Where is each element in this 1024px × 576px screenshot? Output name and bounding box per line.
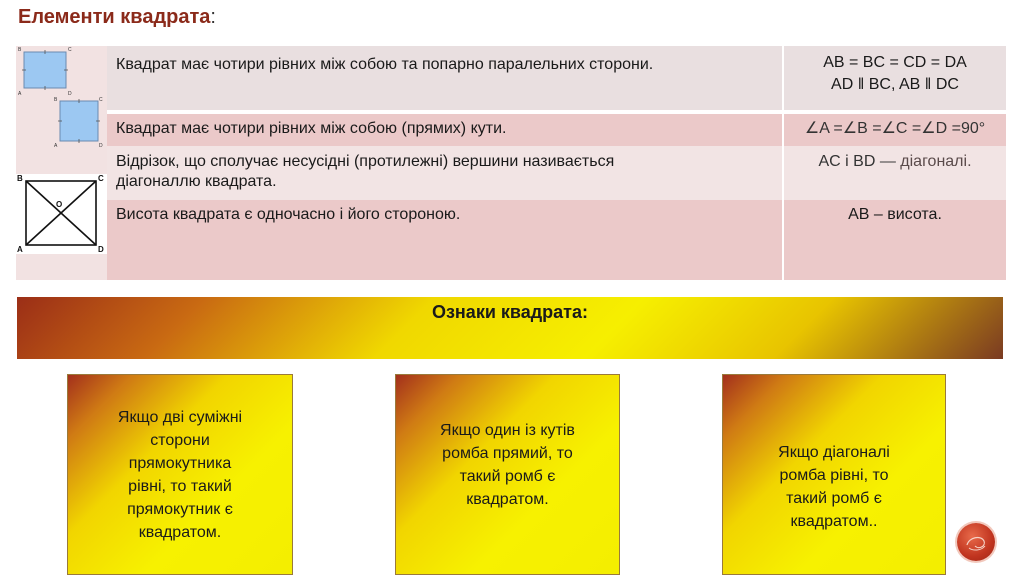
row-notation: AB – висота.	[782, 200, 1006, 280]
sign-card-3: Якщо діагоналі ромба рівні, то такий ромб є квадратом..	[722, 374, 946, 575]
signs-header-banner	[17, 297, 1003, 359]
svg-text:D: D	[99, 143, 103, 148]
svg-text:A: A	[54, 143, 58, 148]
row-statement: Квадрат має чотири рівних між собою (прямих) кути.	[107, 112, 782, 146]
row-notation: AC і BD — діагоналі.	[782, 146, 1006, 200]
svg-text:A: A	[17, 245, 23, 254]
small-square-diagram-1	[16, 46, 76, 98]
svg-text:D: D	[68, 91, 72, 97]
table-row	[107, 146, 1006, 200]
sign-card-1: Якщо дві суміжні сторони прямокутника рівні, то такий прямокутник є квадратом.	[67, 374, 293, 575]
elements-table	[16, 46, 1006, 280]
svg-text:C: C	[99, 97, 103, 103]
circle-nav-button-icon[interactable]	[957, 523, 995, 561]
swirl-icon	[957, 523, 995, 561]
svg-text:D: D	[98, 245, 104, 254]
table-row	[107, 200, 1006, 280]
row-statement: Квадрат має чотири рівних між собою та попарно паралельних сторони.	[116, 56, 654, 73]
svg-text:B: B	[18, 47, 22, 53]
svg-text:C: C	[68, 47, 72, 53]
svg-text:A: A	[18, 91, 22, 97]
slide-title: Елементи квадрата:	[18, 6, 216, 28]
diagram-column	[16, 46, 107, 280]
square-diagonals-diagram	[16, 174, 107, 254]
svg-text:B: B	[17, 174, 23, 183]
table-row	[107, 112, 1006, 146]
svg-text:B: B	[54, 97, 58, 103]
row-notation: ∠A =∠B =∠C =∠D =90°	[782, 112, 1006, 146]
svg-text:C: C	[98, 174, 104, 183]
row-notation: AB = BC = CD = DA AD ‖ BC, AB ‖ DC	[782, 46, 1006, 110]
svg-text:O: O	[56, 200, 63, 209]
signs-header: Ознаки квадрата:	[431, 302, 588, 322]
row-statement: Відрізок, що сполучає несусідні (протилежні) вершини називається діагоналлю квадрата.	[116, 153, 615, 190]
row-statement: Висота квадрата є одночасно і його стороною.	[116, 206, 461, 223]
table-row	[107, 46, 1006, 110]
small-square-diagram-2	[53, 96, 105, 148]
sign-card-2: Якщо один із кутів ромба прямий, то такий ромб є квадратом.	[395, 374, 620, 575]
